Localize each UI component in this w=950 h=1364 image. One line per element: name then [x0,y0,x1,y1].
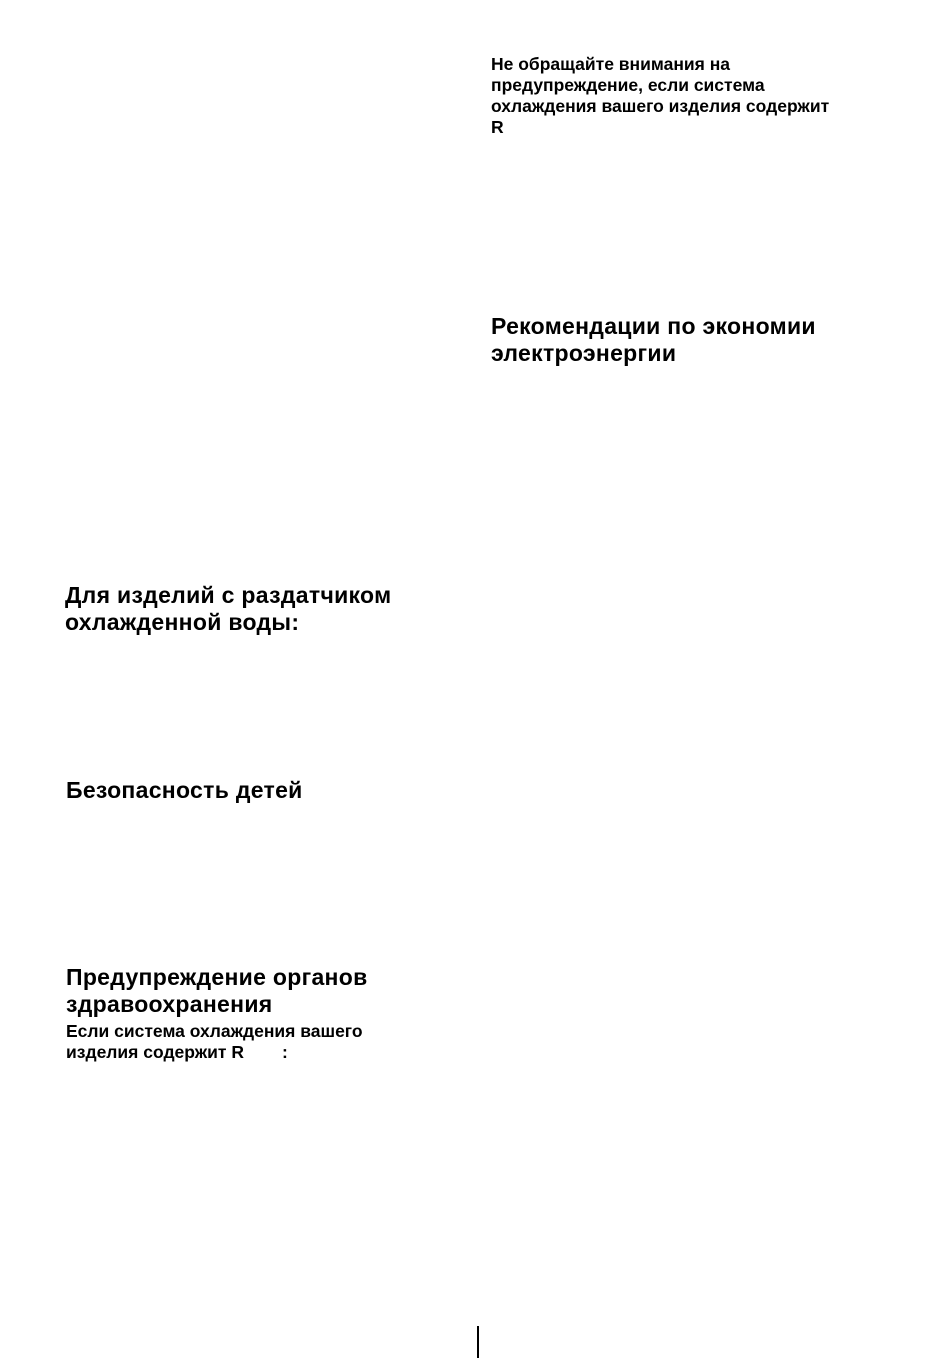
health-warning-note-text: изделия содержит R [66,1042,244,1062]
water-dispenser-heading-line: Для изделий с раздатчиком [65,582,392,608]
health-warning-heading-line: здравоохранения [66,991,273,1017]
page-divider [477,1326,479,1358]
energy-saving-heading [491,313,816,367]
energy-saving-heading-line: электроэнергии [491,340,677,366]
health-warning-note-line [66,1042,363,1063]
health-warning-heading [66,964,368,1018]
child-safety-heading-line: Безопасность детей [66,777,303,803]
refrigerant-warning-line: Не обращайте внимания на [491,54,731,74]
child-safety-heading [66,777,303,804]
water-dispenser-heading-line: охлажденной воды: [65,609,300,635]
refrigerant-warning-line: предупреждение, если система [491,75,765,95]
energy-saving-heading-line: Рекомендации по экономии [491,313,816,339]
health-warning-note [66,1021,363,1063]
refrigerant-warning-note [491,54,829,138]
refrigerant-warning-line: охлаждения вашего изделия содержит [491,96,830,116]
health-warning-note-colon: : [281,1042,288,1062]
water-dispenser-heading [65,582,391,636]
health-warning-heading-line: Предупреждение органов [66,964,368,990]
health-warning-note-line: Если система охлаждения вашего [66,1021,363,1041]
refrigerant-warning-line: R [491,117,504,137]
